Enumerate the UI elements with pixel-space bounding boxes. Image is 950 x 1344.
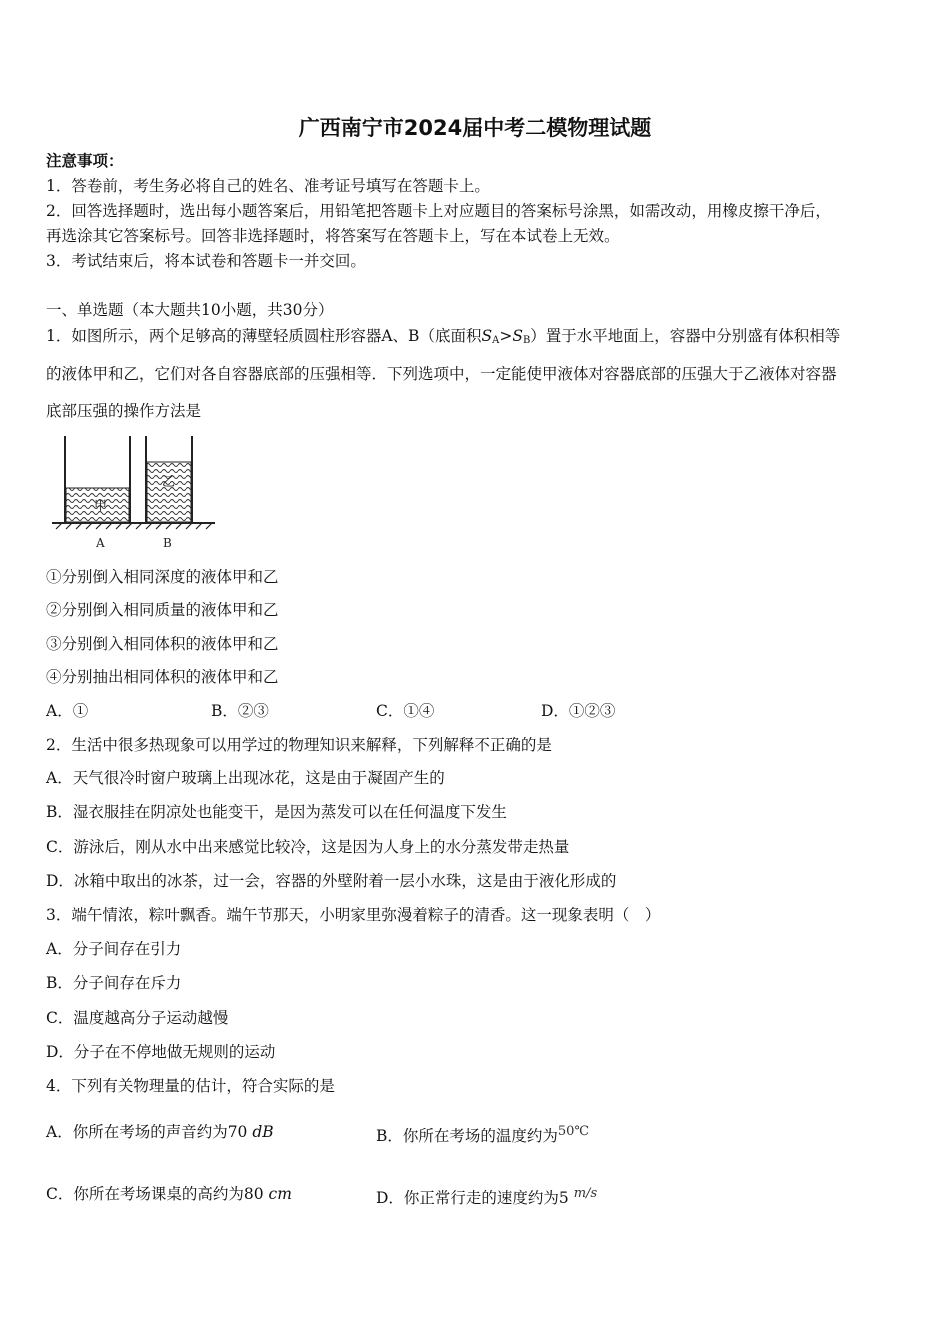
- q1-statement: ②分别倒入相同质量的液体甲和乙: [46, 601, 279, 619]
- q4-stem: 4．下列有关物理量的估计，符合实际的是: [46, 1077, 335, 1095]
- notice-heading: 注意事项：: [46, 151, 124, 170]
- greater-than-sign: >: [499, 327, 513, 345]
- container-b-label: B: [163, 536, 172, 550]
- q1-stem-line1: [46, 326, 840, 351]
- notice-item: 再选涂其它答案标号。回答非选择题时，将答案写在答题卡上，写在本试卷上无效。: [46, 227, 620, 245]
- area-a-symbol: S: [481, 327, 493, 345]
- ground: [52, 523, 215, 529]
- q3-option-a: A．分子间存在引力: [46, 940, 182, 958]
- q4-option-c-unit: cm: [268, 1185, 292, 1203]
- q1-stem-text: 1．如图所示，两个足够高的薄壁轻质圆柱形容器A、B（底面积: [46, 327, 482, 345]
- section-heading: 一、单选题（本大题共10小题，共30分）: [46, 301, 334, 319]
- page-title: 广西南宁市2024届中考二模物理试题: [298, 116, 652, 140]
- containers-figure: [50, 432, 220, 554]
- notice-item: 2．回答选择题时，选出每小题答案后，用铅笔把答题卡上对应题目的答案标号涂黑，如需改动，用橡皮擦干净后，: [46, 202, 831, 220]
- container-a-label: A: [96, 536, 105, 550]
- liquid-a-label: 甲: [94, 499, 108, 514]
- q4-option-a-unit: dB: [252, 1123, 274, 1141]
- q2-stem: 2．生活中很多热现象可以用学过的物理知识来解释，下列解释不正确的是: [46, 736, 552, 754]
- q4-option-b: [376, 1122, 589, 1146]
- notice-item: 3．考试结束后，将本试卷和答题卡一并交回。: [46, 252, 366, 270]
- q4-option-d-unit: m/s: [573, 1186, 598, 1201]
- q3-option-b: B．分子间存在斥力: [46, 974, 182, 992]
- q1-option-b: B．②③: [211, 702, 269, 720]
- q1-option-a: A．①: [46, 702, 89, 720]
- q1-stem-text: ）置于水平地面上，容器中分别盛有体积相等: [530, 327, 841, 345]
- q2-option-c: C．游泳后，刚从水中出来感觉比较冷，这是因为人身上的水分蒸发带走热量: [46, 838, 570, 856]
- q4-option-a: [46, 1122, 274, 1142]
- q4-option-c: [46, 1184, 292, 1204]
- q1-stem-line3: 底部压强的操作方法是: [46, 402, 202, 420]
- q3-option-c: C．温度越高分子运动越慢: [46, 1009, 229, 1027]
- q4-option-a-text: A．你所在考场的声音约为70: [46, 1123, 248, 1141]
- q1-option-c: C．①④: [376, 702, 435, 720]
- q4-option-d: [376, 1184, 597, 1208]
- q4-option-d-text: D．你正常行走的速度约为5: [376, 1189, 569, 1207]
- area-a-subscript: A: [492, 335, 500, 346]
- q1-statement: ①分别倒入相同深度的液体甲和乙: [46, 568, 279, 586]
- q4-option-b-text: B．你所在考场的温度约为: [376, 1127, 558, 1145]
- notice-item: 1．答卷前，考生务必将自己的姓名、准考证号填写在答题卡上。: [46, 177, 490, 195]
- q2-option-d: D．冰箱中取出的冰茶，过一会，容器的外壁附着一层小水珠，这是由于液化形成的: [46, 872, 617, 890]
- q4-option-c-text: C．你所在考场课桌的高约为80: [46, 1185, 264, 1203]
- area-b-symbol: S: [512, 327, 523, 345]
- q3-option-d: D．分子在不停地做无规则的运动: [46, 1043, 276, 1061]
- liquid-b-label: 乙: [162, 475, 176, 490]
- q4-option-b-unit: 50℃: [557, 1124, 589, 1139]
- area-b-subscript: B: [522, 335, 531, 346]
- q1-statement: ④分别抽出相同体积的液体甲和乙: [46, 668, 279, 686]
- q3-stem: 3．端午情浓，粽叶飘香。端午节那天，小明家里弥漫着粽子的清香。这一现象表明（ ）: [46, 906, 661, 924]
- q1-option-d: D．①②③: [541, 702, 616, 720]
- q2-option-b: B．湿衣服挂在阴凉处也能变干，是因为蒸发可以在任何温度下发生: [46, 803, 507, 821]
- q1-statement: ③分别倒入相同体积的液体甲和乙: [46, 635, 279, 653]
- q1-stem-line2: 的液体甲和乙，它们对各自容器底部的压强相等．下列选项中，一定能使甲液体对容器底部的压强大于乙液体对容器: [46, 365, 837, 383]
- q2-option-a: A．天气很冷时窗户玻璃上出现冰花，这是由于凝固产生的: [46, 769, 445, 787]
